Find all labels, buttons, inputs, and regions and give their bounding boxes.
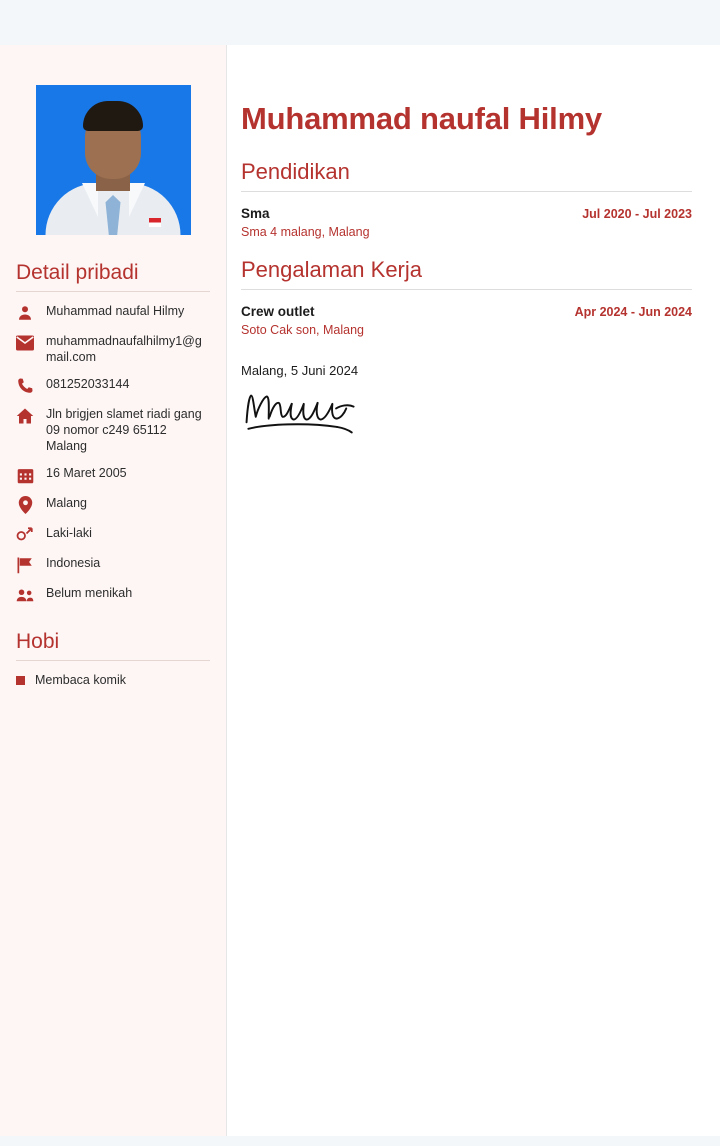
signature-image bbox=[241, 384, 361, 444]
entry-title: Sma bbox=[241, 206, 270, 221]
sidebar bbox=[0, 45, 226, 1136]
page-title: Muhammad naufal Hilmy bbox=[241, 101, 602, 136]
closing-line: Malang, 5 Juni 2024 bbox=[241, 363, 359, 378]
experience-section-title: Pengalaman Kerja bbox=[241, 257, 692, 290]
education-section-title: Pendidikan bbox=[241, 159, 692, 192]
entry-date: Apr 2024 - Jun 2024 bbox=[574, 305, 692, 319]
detail-row-nationality bbox=[16, 555, 210, 574]
square-bullet-icon bbox=[16, 676, 25, 685]
detail-text: 081252033144 bbox=[46, 377, 130, 391]
detail-row-gender bbox=[16, 525, 210, 544]
entry-subtitle: Soto Cak son, Malang bbox=[241, 323, 364, 337]
gender-icon bbox=[16, 526, 34, 544]
detail-row-email bbox=[16, 333, 210, 365]
calendar-icon bbox=[16, 466, 34, 484]
list-item bbox=[16, 673, 210, 687]
hobby-title: Hobi bbox=[16, 630, 210, 661]
entry-subtitle: Sma 4 malang, Malang bbox=[241, 225, 370, 239]
page-bottom-margin bbox=[0, 1136, 720, 1146]
detail-text: Belum menikah bbox=[46, 586, 133, 600]
flag-icon bbox=[16, 556, 34, 574]
page-top-margin bbox=[0, 0, 720, 45]
detail-row-address bbox=[16, 406, 210, 454]
experience-entry bbox=[241, 304, 692, 337]
person-icon bbox=[16, 304, 34, 322]
entry-title: Crew outlet bbox=[241, 304, 315, 319]
detail-text: 16 Maret 2005 bbox=[46, 466, 127, 480]
hobby-text: Membaca komik bbox=[35, 673, 126, 687]
detail-row-name bbox=[16, 303, 210, 322]
detail-text: Malang bbox=[46, 496, 87, 510]
education-entry bbox=[241, 206, 692, 239]
people-icon bbox=[16, 586, 34, 604]
phone-icon bbox=[16, 377, 34, 395]
envelope-icon bbox=[16, 334, 34, 352]
detail-text: Laki-laki bbox=[46, 526, 92, 540]
detail-text: muhammadnaufalhilmy1@gmail.com bbox=[46, 334, 202, 364]
personal-details-title: Detail pribadi bbox=[16, 261, 210, 292]
map-pin-icon bbox=[16, 496, 34, 514]
detail-text: Muhammad naufal Hilmy bbox=[46, 304, 185, 318]
main-content bbox=[226, 45, 720, 1136]
detail-row-city bbox=[16, 495, 210, 514]
cv-body bbox=[0, 45, 720, 1136]
home-icon bbox=[16, 407, 34, 425]
profile-photo bbox=[36, 85, 191, 235]
detail-text: Indonesia bbox=[46, 556, 101, 570]
detail-row-phone bbox=[16, 376, 210, 395]
detail-text: Jln brigjen slamet riadi gang 09 nomor c249 65112 Malang bbox=[46, 407, 202, 453]
detail-row-marital-status bbox=[16, 585, 210, 604]
detail-row-birthdate bbox=[16, 465, 210, 484]
entry-date: Jul 2020 - Jul 2023 bbox=[582, 207, 692, 221]
